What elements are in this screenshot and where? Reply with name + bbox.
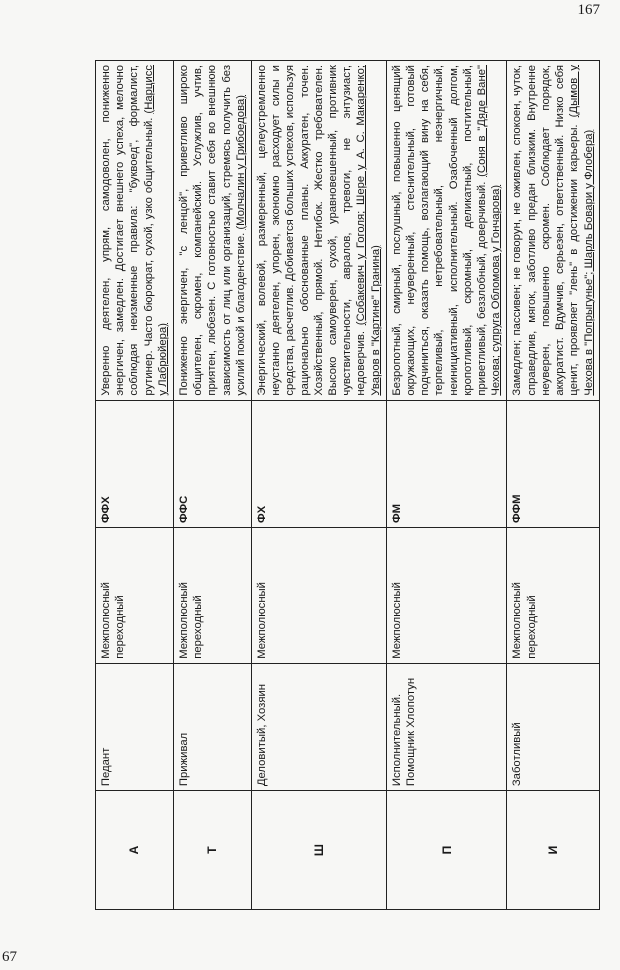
- type-name: Педант: [96, 663, 174, 790]
- type-category: Межполюсный: [252, 527, 387, 663]
- type-category: Межполюсный переходный: [507, 527, 599, 663]
- type-description: [96, 61, 174, 401]
- row-letter: П: [386, 791, 507, 910]
- type-description: [252, 61, 387, 401]
- row-letter: И: [507, 791, 599, 910]
- type-category: Межполюсный переходный: [96, 527, 174, 663]
- table-row: [174, 61, 252, 910]
- character-types-table: [95, 60, 600, 910]
- type-description: [507, 61, 599, 401]
- row-letter: Ш: [252, 791, 387, 910]
- type-code: ФФМ: [507, 400, 599, 527]
- literary-reference: (Собакевич у Гоголя; Шере у А. С. Макаренко; Уваров в "Картине" Гранина): [355, 65, 382, 396]
- literary-reference: (Соня в "Дяде Ване" Чехова; супруга Обломова у Гончарова): [476, 64, 503, 396]
- type-description: [174, 61, 252, 401]
- type-code: ФХ: [252, 400, 387, 527]
- type-code: ФФХ: [96, 400, 174, 527]
- literary-reference: (Нарцисс у Лабрюйера): [142, 64, 169, 396]
- description-text: Безропотный, смирный, послушный, повышенно ценящий окружающих, неуверенный, стеснительный, готовый подчиниться, оказать помощь, возлагающий вину на себя, терпеливый, нетребовательный, неэнергичный, неинициативный, исполнительный. Озабоченный долгом, кропотливый, скромный, деликатный, почтительный, приветливый, беззлобный, доверчивый.: [390, 65, 489, 396]
- type-name: Приживал: [174, 663, 252, 790]
- literary-reference: (Дымов у Чехова в "Попрыгунье"; Шарль Бовари у Флобера): [568, 65, 595, 396]
- table-row: [252, 61, 387, 910]
- type-description: [386, 61, 507, 401]
- type-name: Деловитый, Хозяин: [252, 663, 387, 790]
- description-text: Уверенно деятелен, упрям, самодоволен, пониженно энергичен, замедлен. Достигает внешнего успеха, мелочно соблюдая неизменные правила: "буквоед", формалист, рутинер. Часто бюрократ, сухой, узко общительный.: [100, 65, 155, 396]
- row-letter: Т: [174, 791, 252, 910]
- literary-reference: (Молчалин у Грибоедова): [234, 95, 247, 230]
- page-number: 167: [577, 2, 600, 18]
- table-row: [386, 61, 507, 910]
- rotated-table-container: [95, 60, 595, 910]
- description-text: Пониженно энергичен, "с ленцой", приветливо широко общителен, скромен, компанейский. Услужлив, учтив, приятен, любезен. С готовностью ставит себя во внешнюю зависимость от лиц или организаций, стремясь получить без усилий покой и благоденствие.: [178, 65, 247, 396]
- row-letter: А: [96, 791, 174, 910]
- table-row: [96, 61, 174, 910]
- type-name: Заботливый: [507, 663, 599, 790]
- type-name: Исполнительный. Помощник Хлопотун: [386, 663, 507, 790]
- description-text: Замедлен; пассивен; не говорун, не оживлен, спокоен, чуток, справедлив, мягок, заботливо предан близким. Внутренне неуверен, повышенно скромен. Соблюдает порядок, аккуратист. Вдумчив, серьезен, ответственный. Низко себя ценит, проявляет "лень" в достижении карьеры.: [511, 65, 581, 396]
- table-row: [507, 61, 599, 910]
- page-number-left: 67: [2, 949, 17, 965]
- type-code: ФМ: [386, 400, 507, 527]
- type-code: ФФС: [174, 400, 252, 527]
- type-category: Межполюсный: [386, 527, 507, 663]
- type-category: Межполюсный переходный: [174, 527, 252, 663]
- description-text: Энергический, волевой, размеренный, целеустремленно неустанно деятелен, упорен, экономно расходует силы и средства, расчетлив. Добивается больших успехов, используя рационально обоснованные планы. Аккуратен, точен. Хозяйственный, прямой. Нетибок. Жестко требователен. Высоко самоуверен, сухой, уравновешенный, противник чувствительности, авралов, тревоги, не энтузиаст, недоверчив.: [256, 65, 368, 396]
